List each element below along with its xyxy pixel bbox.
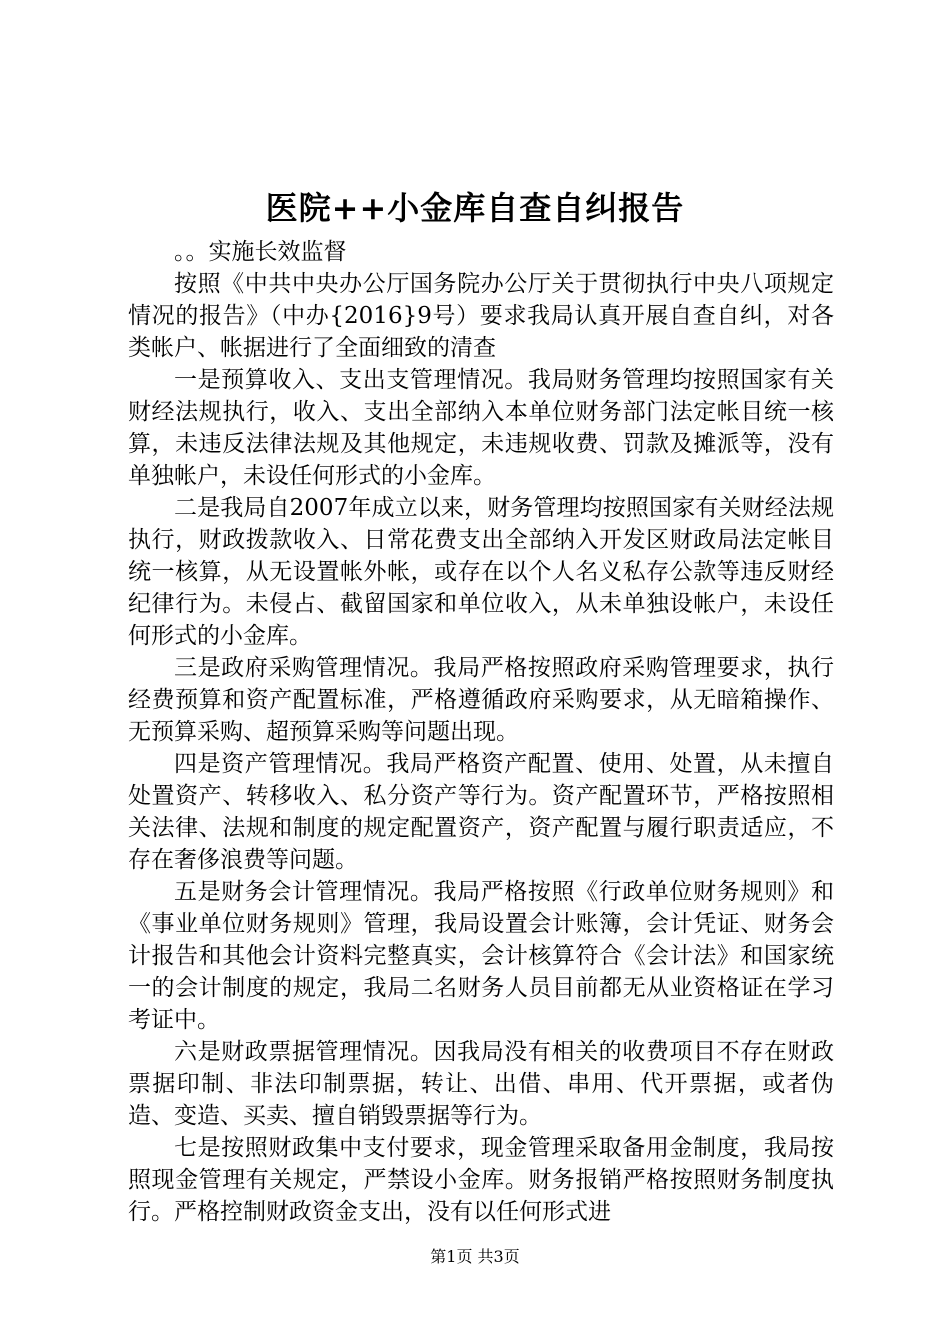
document-body [128,236,834,1228]
paragraph-9: 七是按照财政集中支付要求，现金管理采取备用金制度，我局按照现金管理有关规定，严禁设小金库。财务报销严格按照财务制度执行。严格控制财政资金支出，没有以任何形式进 [128,1135,834,1225]
paragraph-8: 六是财政票据管理情况。因我局没有相关的收费项目不存在财政票据印制、非法印制票据，转让、出借、串用、代开票据，或者伪造、变造、买卖、擅自销毁票据等行为。 [128,1039,834,1129]
paragraph-7: 五是财务会计管理情况。我局严格按照《行政单位财务规则》和《事业单位财务规则》管理，我局设置会计账簿，会计凭证、财务会计报告和其他会计资料完整真实，会计核算符合《会计法》和国家统一的会计制度的规定，我局二名财务人员目前都无从业资格证在学习考证中。 [128,879,834,1033]
paragraph-6: 四是资产管理情况。我局严格资产配置、使用、处置，从未擅自处置资产、转移收入、私分资产等行为。资产配置环节，严格按照相关法律、法规和制度的规定配置资产，资产配置与履行职责适应，不存在奢侈浪费等问题。 [128,751,834,873]
paragraph-4: 二是我局自2007年成立以来，财务管理均按照国家有关财经法规执行，财政拨款收入、日常花费支出全部纳入开发区财政局法定帐目统一核算，从无设置帐外帐，或存在以个人名义私存公款等违反财经纪律行为。未侵占、截留国家和单位收入，从未单独设帐户，未设任何形式的小金库。 [128,495,834,649]
paragraph-1: 。。实施长效监督 [174,239,347,265]
document-title: 医院++小金库自查自纠报告 [265,189,685,227]
page-number-footer: 第1页 共3页 [430,1247,520,1266]
paragraph-3: 一是预算收入、支出支管理情况。我局财务管理均按照国家有关财经法规执行，收入、支出全部纳入本单位财务部门法定帐目统一核算，未违反法律法规及其他规定，未违规收费、罚款及摊派等，没有单独帐户，未设任何形式的小金库。 [128,367,834,489]
paragraph-2: 按照《中共中央办公厅国务院办公厅关于贯彻执行中央八项规定情况的报告》（中办{2016}9号）要求我局认真开展自查自纠，对各类帐户、帐据进行了全面细致的清查 [128,271,834,361]
paragraph-5: 三是政府采购管理情况。我局严格按照政府采购管理要求，执行经费预算和资产配置标准，严格遵循政府采购要求，从无暗箱操作、无预算采购、超预算采购等问题出现。 [128,655,834,745]
